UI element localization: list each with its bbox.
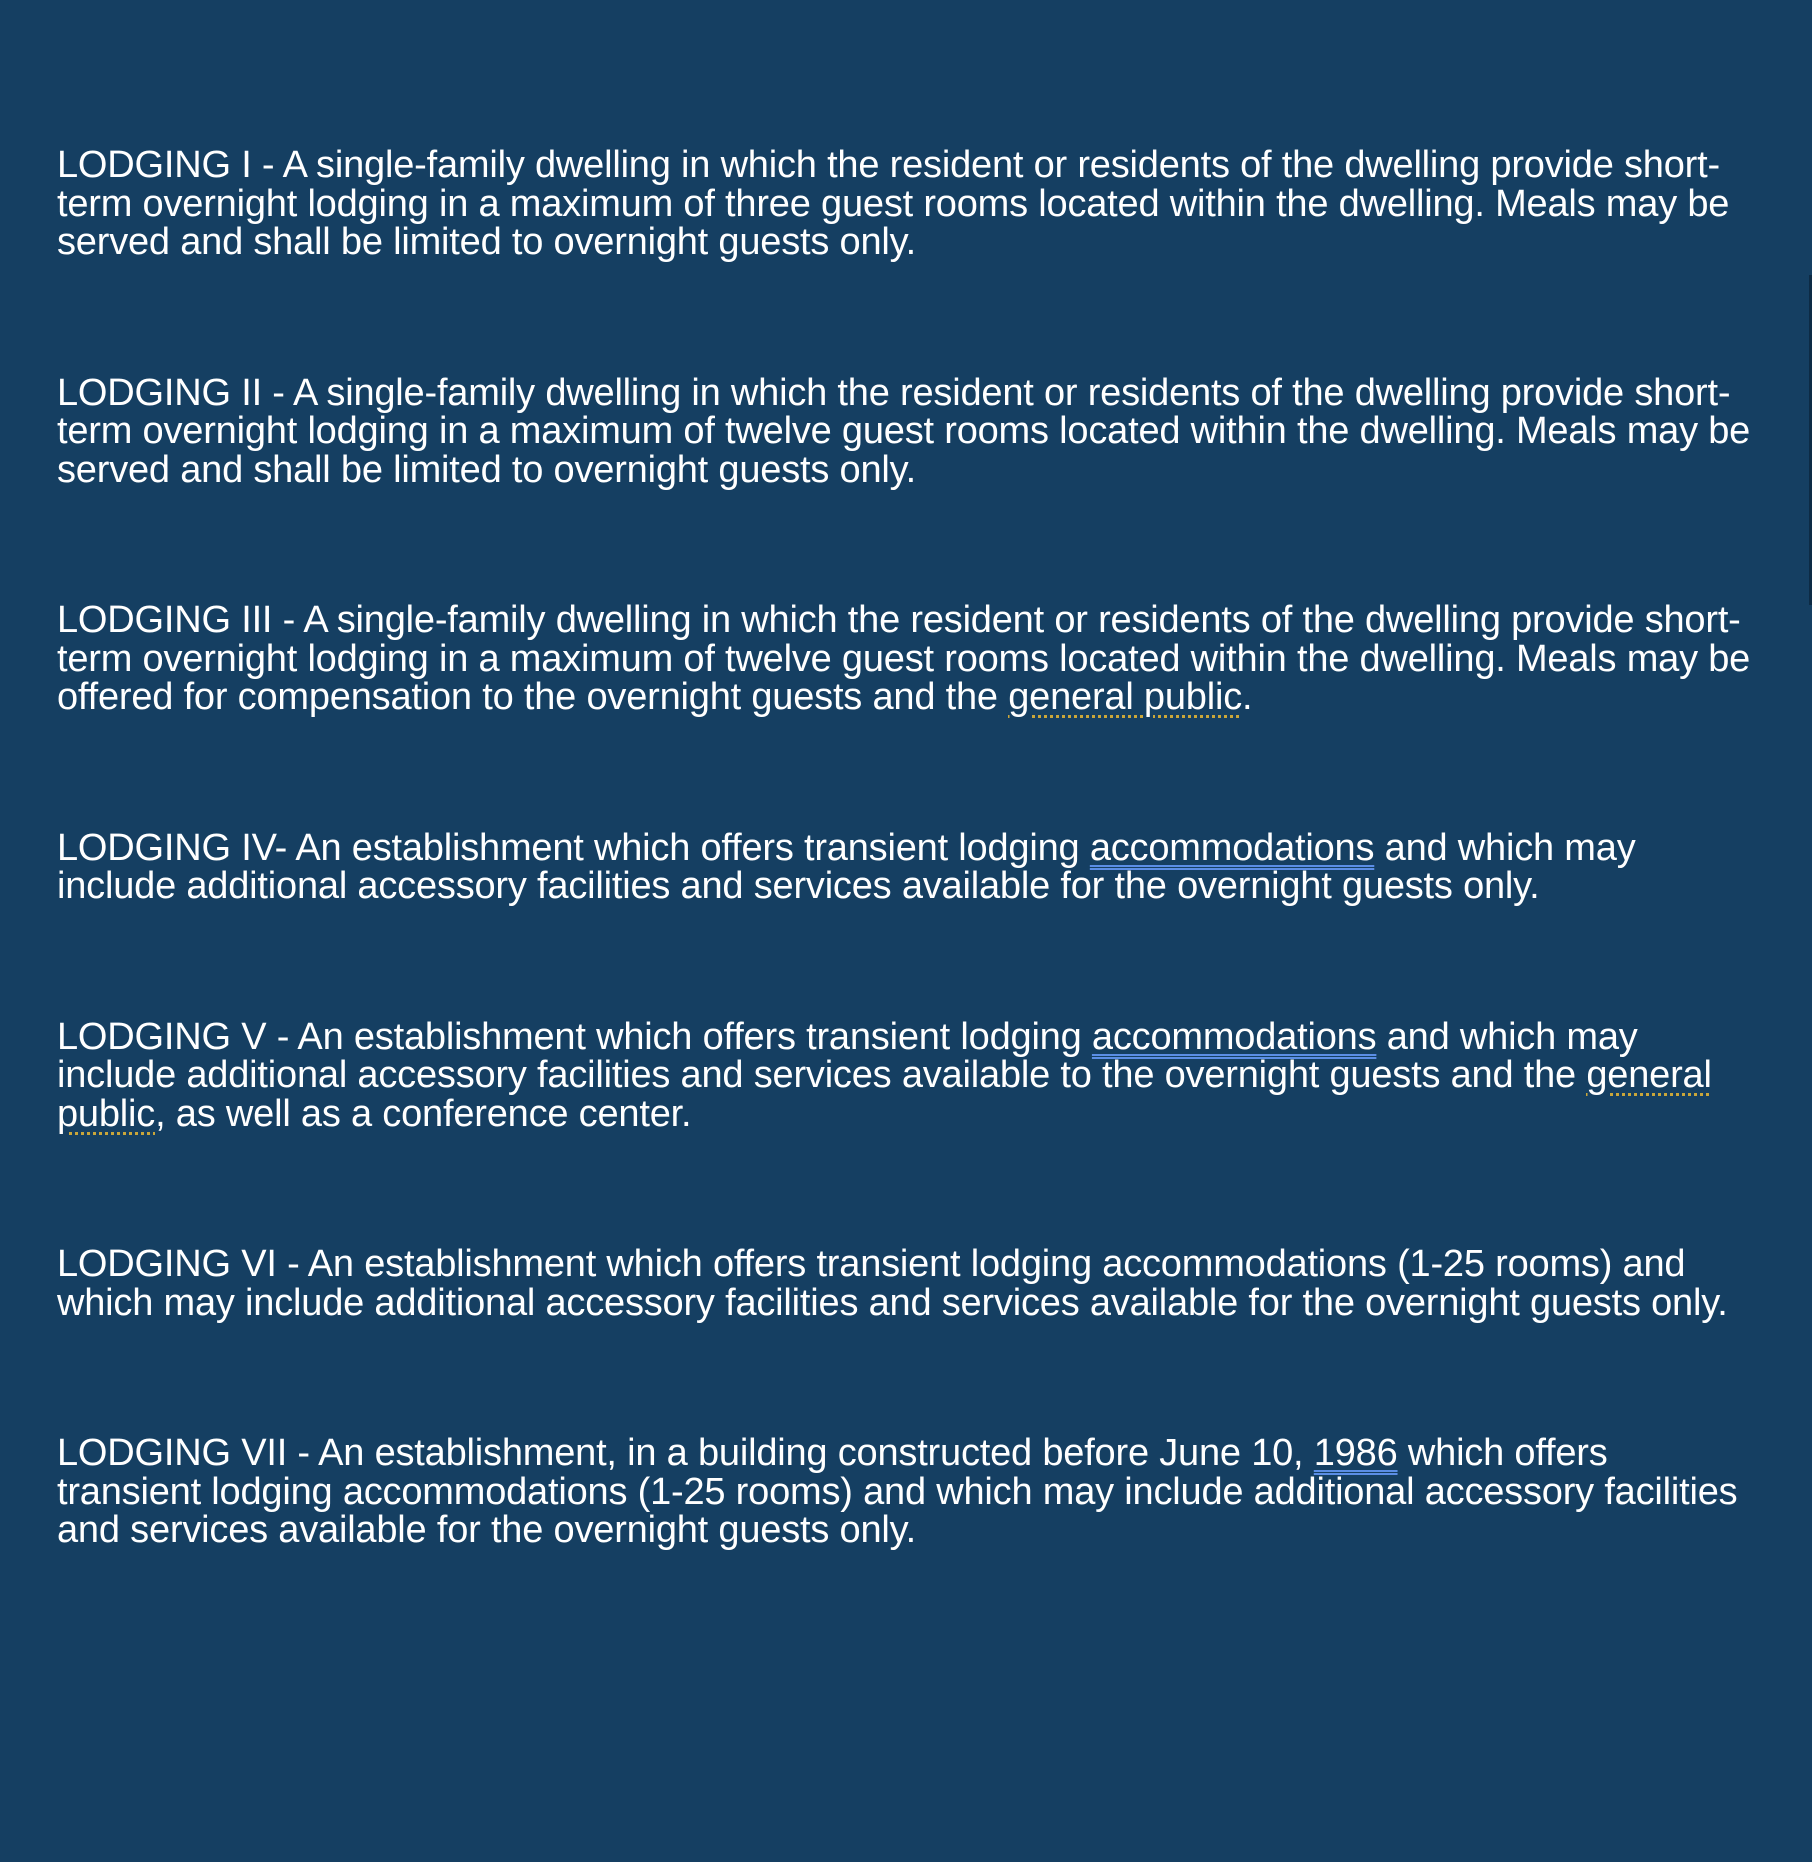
grammar-marked-accommodations[interactable]: accommodations bbox=[1089, 826, 1375, 869]
lodging-iii-definition bbox=[57, 601, 1752, 717]
spelling-marked-general-public[interactable]: general public bbox=[1008, 676, 1243, 718]
lodging-v-text-middle: and which may include additional accessory facilities and services available to the overnight guests and the bbox=[57, 1015, 1638, 1096]
spelling-marked-general-public[interactable]: general public bbox=[57, 1054, 1712, 1135]
lodging-i-definition: LODGING I - A single-family dwelling in which the resident or residents of the dwelling provide short-term overnight lodging in a maximum of three guest rooms located within the dwelling. Meals may be served and shall be limited to overnight guests only. bbox=[57, 144, 1730, 263]
lodging-iv-definition bbox=[57, 826, 1752, 907]
lodging-ii-definition: LODGING II - A single-family dwelling in which the resident or residents of the dwelling provide short-term overnight lodging in a maximum of twelve guest rooms located within the dwelling. Meals may be served and shall be limited to overnight guests only. bbox=[57, 371, 1751, 491]
lodging-vii-definition bbox=[57, 1434, 1752, 1550]
lodging-iv-text-end: and which may include additional accessory facilities and services available for the overnight guests only. bbox=[57, 826, 1636, 907]
lodging-v-text-end: , as well as a conference center. bbox=[155, 1092, 692, 1135]
grammar-marked-1986[interactable]: 1986 bbox=[1313, 1432, 1398, 1474]
lodging-v-definition bbox=[57, 1015, 1752, 1135]
lodging-vii-text-start: LODGING VII - An establishment, in a building constructed before June 10, bbox=[57, 1432, 1314, 1474]
lodging-iv-text-start: LODGING IV- An establishment which offers transient lodging bbox=[57, 826, 1090, 869]
lodging-vi-definition: LODGING VI - An establishment which offers transient lodging accommodations (1-25 rooms) and which may include additional accessory facilities and services available for the overnight guests only. bbox=[57, 1243, 1728, 1324]
lodging-iii-end: . bbox=[1242, 676, 1253, 718]
lodging-v-text-start: LODGING V - An establishment which offers transient lodging bbox=[57, 1015, 1092, 1058]
lodging-iii-text: LODGING III - A single-family dwelling in which the resident or residents of the dwelling provide short-term overnight lodging in a maximum of twelve guest rooms located within the dwelling. Meals may be offered for compensation to the overnight guests and the bbox=[57, 599, 1751, 718]
grammar-marked-accommodations[interactable]: accommodations bbox=[1091, 1015, 1377, 1058]
lodging-vii-text-end: which offers transient lodging accommodations (1-25 rooms) and which may include additional accessory facilities and services available for the overnight guests only. bbox=[57, 1432, 1738, 1551]
